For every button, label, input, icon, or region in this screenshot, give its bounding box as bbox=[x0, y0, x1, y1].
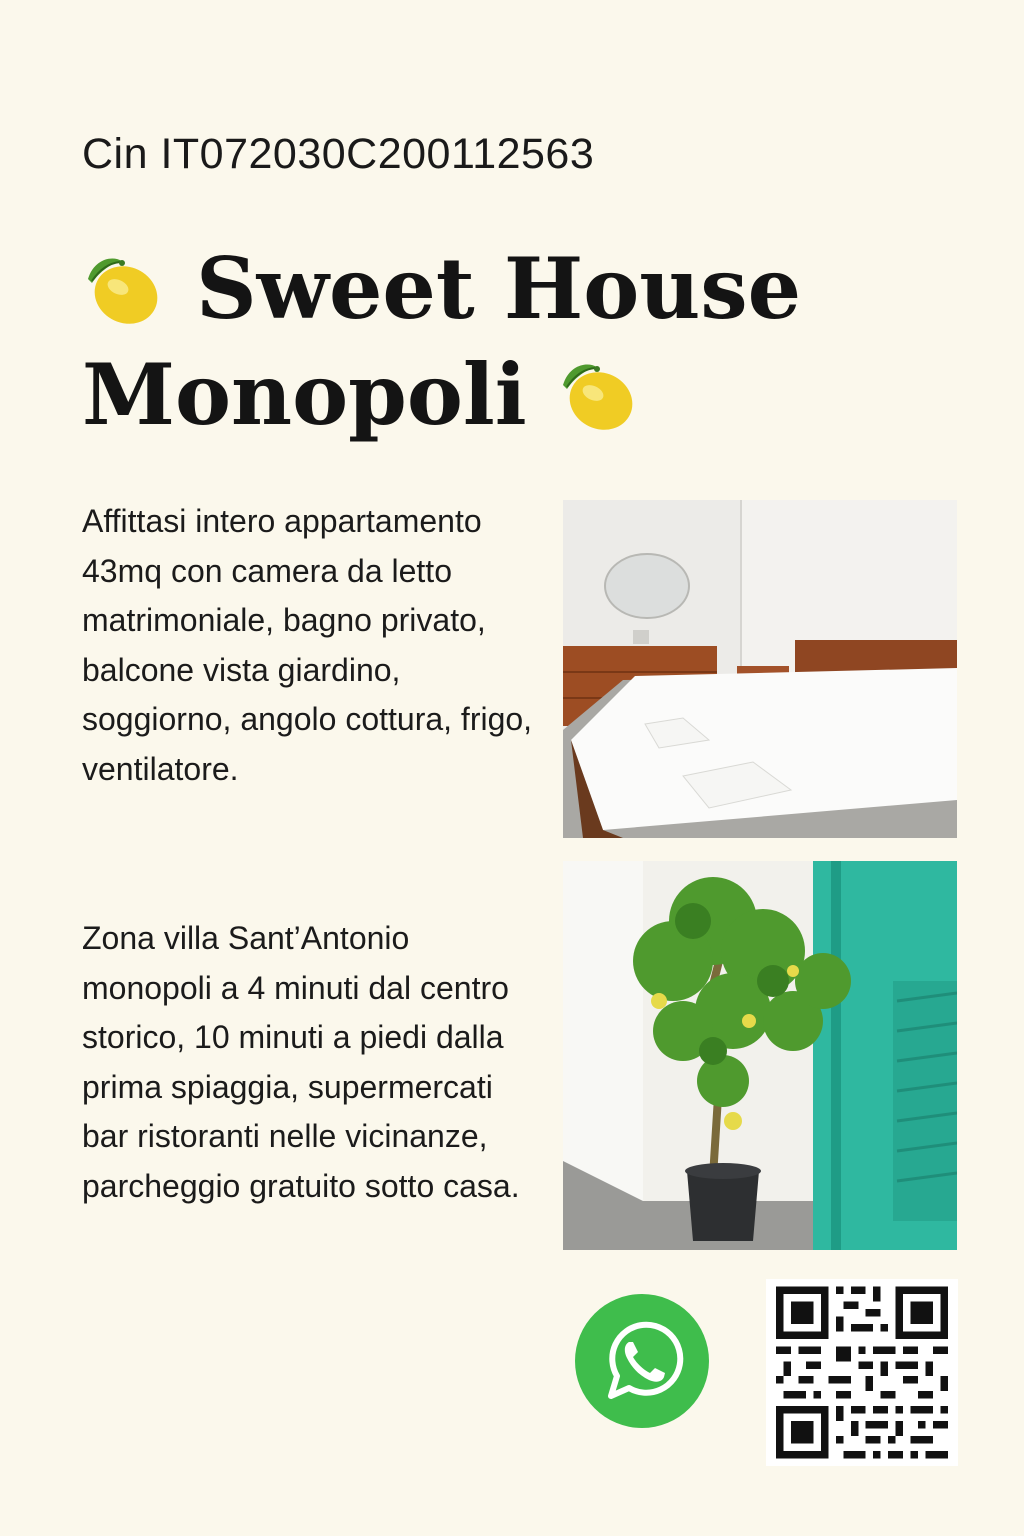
title-line-1 bbox=[82, 236, 982, 342]
apartment-description: Affittasi intero appartamento 43mq con camera da letto matrimoniale, bagno privato, balcone vista giardino, soggiorno, angolo cottura, frigo, ventilatore. bbox=[82, 503, 533, 787]
qr-code[interactable] bbox=[766, 1279, 958, 1466]
lemon-icon bbox=[557, 355, 637, 435]
location-description: Zona villa Sant’Antonio monopoli a 4 minuti dal centro storico, 10 minuti a piedi dalla prima spiaggia, supermercati bar ristoranti nelle vicinanze, parcheggio gratuito sotto casa. bbox=[82, 920, 520, 1204]
title-line-2 bbox=[82, 342, 982, 448]
whatsapp-icon[interactable] bbox=[575, 1294, 709, 1428]
lemon-tree-photo bbox=[563, 861, 957, 1250]
title-text-monopoli: Monopoli bbox=[82, 345, 527, 444]
page-title bbox=[82, 236, 982, 448]
bedroom-photo bbox=[563, 500, 957, 838]
lemon-icon bbox=[82, 249, 162, 329]
title-text-sweet-house: Sweet House bbox=[196, 239, 802, 338]
registration-code: Cin IT072030C200112563 bbox=[82, 130, 595, 178]
